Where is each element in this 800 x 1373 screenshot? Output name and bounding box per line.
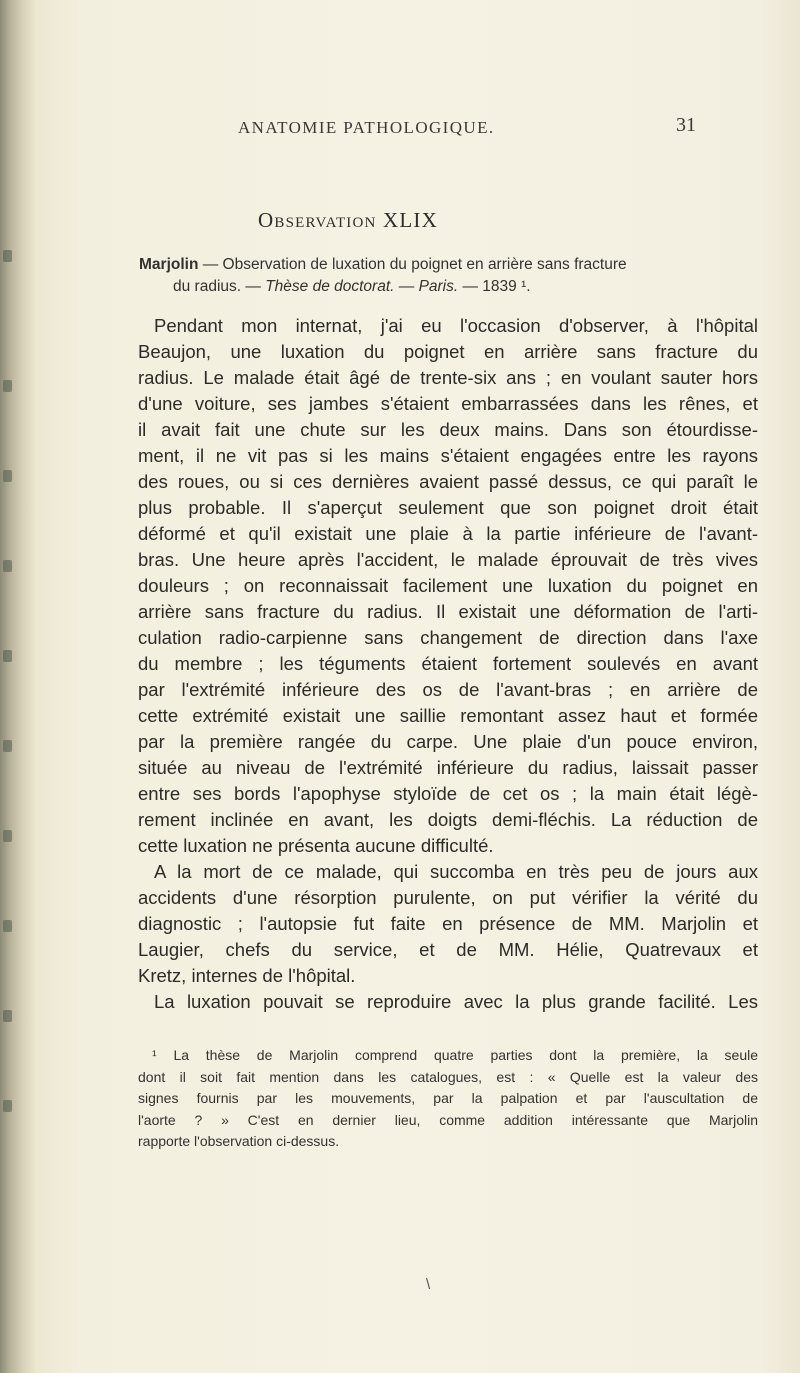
body-line: par la première rangée du carpe. Une plaie d'un pouce environ, [138, 731, 758, 752]
citation-text: — 1839 ¹. [458, 278, 531, 295]
stray-mark: \ [426, 1276, 431, 1293]
page-number: 31 [676, 114, 696, 136]
body-line: ment, il ne vit pas si les mains s'étaient engagées entre les rayons [138, 445, 758, 466]
gutter-mark [3, 250, 12, 262]
binding-gutter [0, 0, 36, 1373]
body-line: culation radio-carpienne sans changement de direction dans l'axe [138, 627, 758, 648]
body-line: des roues, ou si ces dernières avaient passé dessus, ce qui paraît le [138, 471, 758, 492]
gutter-mark [3, 560, 12, 572]
body-line: bras. Une heure après l'accident, le malade éprouvait de très vives [138, 549, 758, 570]
body-line: Pendant mon internat, j'ai eu l'occasion d'observer, à l'hôpital [154, 315, 758, 336]
body-line: Laugier, chefs du service, et de MM. Hélie, Quatrevaux et [138, 939, 758, 960]
gutter-mark [3, 470, 12, 482]
citation-place: Paris. [418, 278, 459, 295]
gutter-mark [3, 650, 12, 662]
footnote-line: signes fournis par les mouvements, par la palpation et par l'auscultation de [138, 1090, 758, 1106]
body-line: arrière sans fracture du radius. Il existait une déformation de l'arti- [138, 601, 758, 622]
body-line: située au niveau de l'extrémité inférieure du radius, laissait passer [138, 757, 758, 778]
gutter-mark [3, 830, 12, 842]
body-line: par l'extrémité inférieure des os de l'avant-bras ; en arrière de [138, 679, 758, 700]
body-line: rement inclinée en avant, les doigts demi-fléchis. La réduction de [138, 809, 758, 830]
body-line: diagnostic ; l'autopsie fut faite en présence de MM. Marjolin et [138, 913, 758, 934]
body-line: Beaujon, une luxation du poignet en arrière sans fracture du [138, 341, 758, 362]
footnote-line: rapporte l'observation ci-dessus. [138, 1133, 340, 1149]
body-line: A la mort de ce malade, qui succomba en très peu de jours aux [154, 861, 758, 882]
body-line: il avait fait une chute sur les deux mains. Dans son étourdisse- [138, 419, 758, 440]
body-line: cette luxation ne présenta aucune difficulté. [138, 835, 494, 856]
citation [139, 254, 759, 298]
gutter-mark [3, 920, 12, 932]
body-line: du membre ; les téguments étaient fortement soulevés en avant [138, 653, 758, 674]
body-text [138, 313, 758, 1015]
citation-text: — Observation de luxation du poignet en arrière sans fracture [198, 256, 627, 273]
footnote-line: dont il soit fait mention dans les catalogues, est : « Quelle est la valeur des [138, 1068, 758, 1085]
footnote [138, 1045, 758, 1153]
running-head: ANATOMIE PATHOLOGIQUE. [238, 118, 495, 137]
citation-text: — [394, 278, 419, 295]
body-line: accidents d'une résorption purulente, on put vérifier la vérité du [138, 887, 758, 908]
citation-thesis: Thèse de doctorat. [265, 278, 395, 295]
citation-second-line [139, 276, 759, 298]
gutter-mark [3, 740, 12, 752]
body-line: La luxation pouvait se reproduire avec la plus grande facilité. Les [154, 991, 758, 1012]
body-line: Kretz, internes de l'hôpital. [138, 965, 356, 986]
gutter-mark [3, 1010, 12, 1022]
citation-author: Marjolin [139, 256, 199, 273]
body-line: d'une voiture, ses jambes s'étaient embarrassées dans les rênes, et [138, 393, 758, 414]
body-line: douleurs ; on reconnaissait facilement une luxation du poignet en [138, 575, 758, 596]
citation-text: du radius. — [173, 278, 266, 295]
body-line: radius. Le malade était âgé de trente-six ans ; en voulant sauter hors [138, 367, 758, 388]
footnote-line: ¹ La thèse de Marjolin comprend quatre parties dont la première, la seule [152, 1047, 758, 1063]
footnote-line: l'aorte ? » C'est en dernier lieu, comme addition intéressante que Marjolin [138, 1111, 758, 1128]
observation-title: Observation XLIX [258, 208, 438, 232]
body-line: déformé et qu'il existait une plaie à la partie inférieure de l'avant- [138, 523, 758, 544]
body-line: entre ses bords l'apophyse styloïde de cet os ; la main était légè- [138, 783, 758, 804]
gutter-mark [3, 1100, 12, 1112]
body-line: cette extrémité existait une saillie remontant assez haut et formée [138, 705, 758, 726]
body-line: plus probable. Il s'aperçut seulement que son poignet droit était [138, 497, 758, 518]
gutter-mark [3, 380, 12, 392]
